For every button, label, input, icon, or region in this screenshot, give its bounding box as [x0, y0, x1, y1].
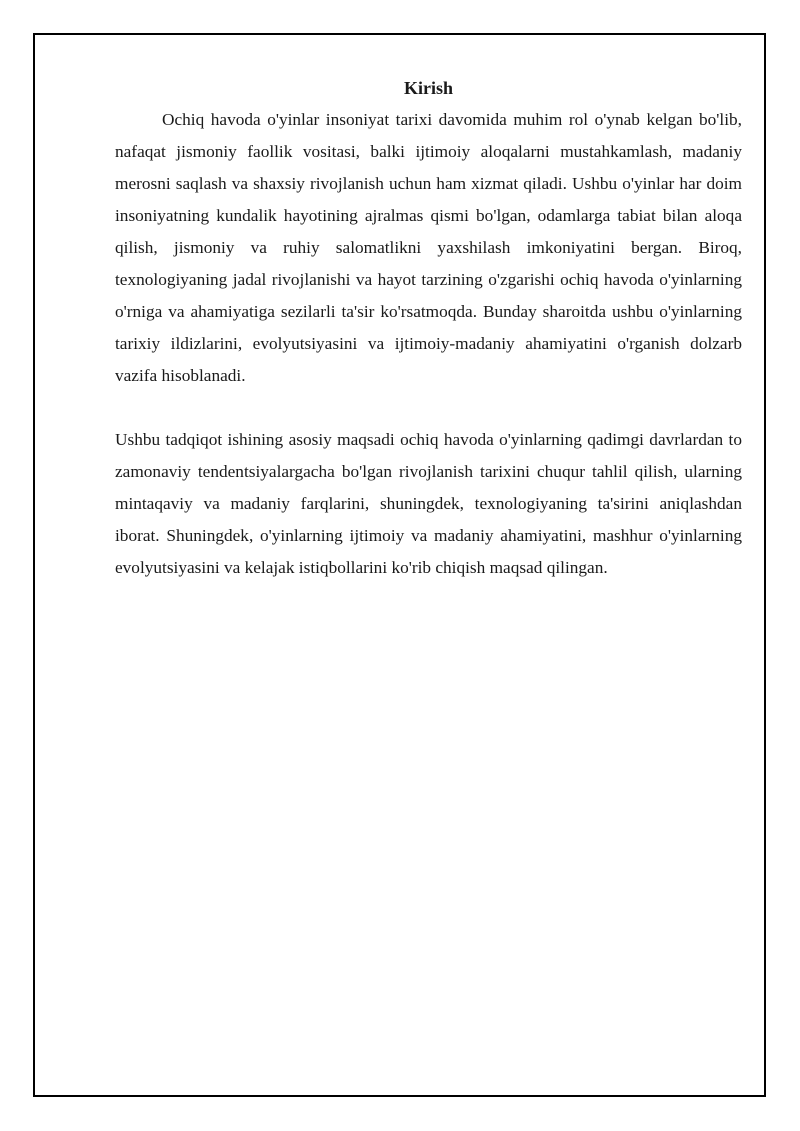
document-title: Kirish [403, 78, 453, 98]
document-body [115, 72, 742, 584]
paragraph-intro: Ochiq havoda o'yinlar insoniyat tarixi davomida muhim rol o'ynab kelgan bo'lib, nafaqat jismoniy faollik vositasi, balki ijtimoiy aloqalarni mustahkamlash, madaniy merosni saqlash va shaxsiy rivojlanish uchun ham xizmat qiladi. Ushbu o'yinlar har doim insoniyatning kundalik hayotining ajralmas qismi bo'lgan, odamlarga tabiat bilan aloqa qilish, jismoniy va ruhiy salomatlikni yaxshilash imkoniyatini bergan. Biroq, texnologiyaning jadal rivojlanishi va hayot tarzining o'zgarishi ochiq havoda o'yinlarning o'rniga va ahamiyatiga sezilarli ta'sir ko'rsatmoqda. Bunday sharoitda ushbu o'yinlarning tarixiy ildizlarini, evolyutsiyasini va ijtimoiy-madaniy ahamiyatini o'rganish dolzarb vazifa hisoblanadi. [115, 110, 742, 385]
paragraph-spacer [115, 392, 742, 424]
paragraph-aim: Ushbu tadqiqot ishining asosiy maqsadi ochiq havoda o'yinlarning qadimgi davrlardan to zamonaviy tendentsiyalargacha bo'lgan rivojlanish tarixini chuqur tahlil qilish, ularning mintaqaviy va madaniy farqlarini, shuningdek, texnologiyaning ta'sirini aniqlashdan iborat. Shuningdek, o'yinlarning ijtimoiy va madaniy ahamiyatini, mashhur o'yinlarning evolyutsiyasini va kelajak istiqbollarini ko'rib chiqish maqsad qilingan. [115, 430, 742, 577]
